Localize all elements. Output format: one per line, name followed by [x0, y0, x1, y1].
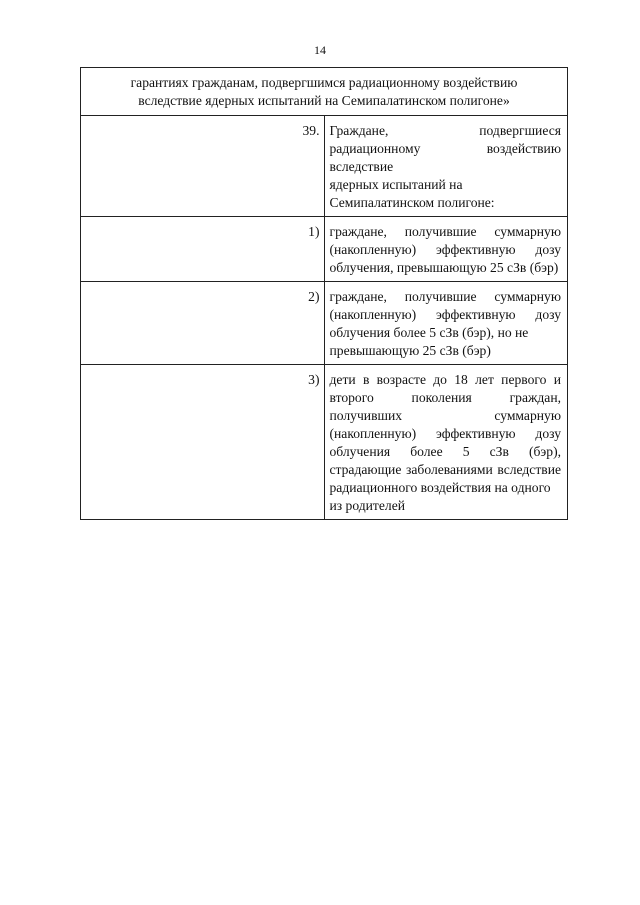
table-row: [81, 365, 568, 520]
row-text-line: радиационного воздействия на одного из родителей: [329, 480, 551, 513]
row-number: 39.: [81, 116, 325, 217]
header-line-1: гарантиях гражданам, подвергшимся радиационному воздействию: [130, 75, 518, 90]
row-text-line: Граждане, подвергшиеся радиационному воздействию вследствие: [329, 123, 561, 174]
row-text: [324, 217, 568, 282]
table-row: [81, 217, 568, 282]
row-text-line: облучения более 5 сЗв (бэр), страдающие заболеваниями вследствие: [329, 444, 561, 477]
row-number: 3): [81, 365, 325, 520]
row-text: [324, 365, 568, 520]
row-text: [324, 282, 568, 365]
row-text: [324, 116, 568, 217]
row-text-line: облучения более 5 сЗв (бэр), но не превышающую 25 сЗв (бэр): [329, 325, 529, 358]
row-number: 2): [81, 282, 325, 365]
row-text-line: граждане, получившие суммарную (накопленную) эффективную дозу: [329, 289, 561, 322]
row-number: 1): [81, 217, 325, 282]
row-text-line: облучения, превышающую 25 сЗв (бэр): [329, 260, 559, 275]
row-text-line: граждане, получившие суммарную (накопленную) эффективную дозу: [329, 224, 561, 257]
table-row: [81, 282, 568, 365]
header-line-2: вследствие ядерных испытаний на Семипалатинском полигоне»: [138, 93, 510, 108]
page-number: 14: [314, 43, 326, 57]
table-row: [81, 116, 568, 217]
row-text-line: получивших суммарную (накопленную) эффективную дозу: [329, 408, 561, 441]
table-header-cell: [81, 68, 568, 116]
document-table: [80, 67, 568, 520]
table-header-row: [81, 68, 568, 116]
row-text-line: ядерных испытаний на Семипалатинском полигоне:: [329, 177, 495, 210]
row-text-line: дети в возрасте до 18 лет первого и второго поколения граждан,: [329, 372, 561, 405]
